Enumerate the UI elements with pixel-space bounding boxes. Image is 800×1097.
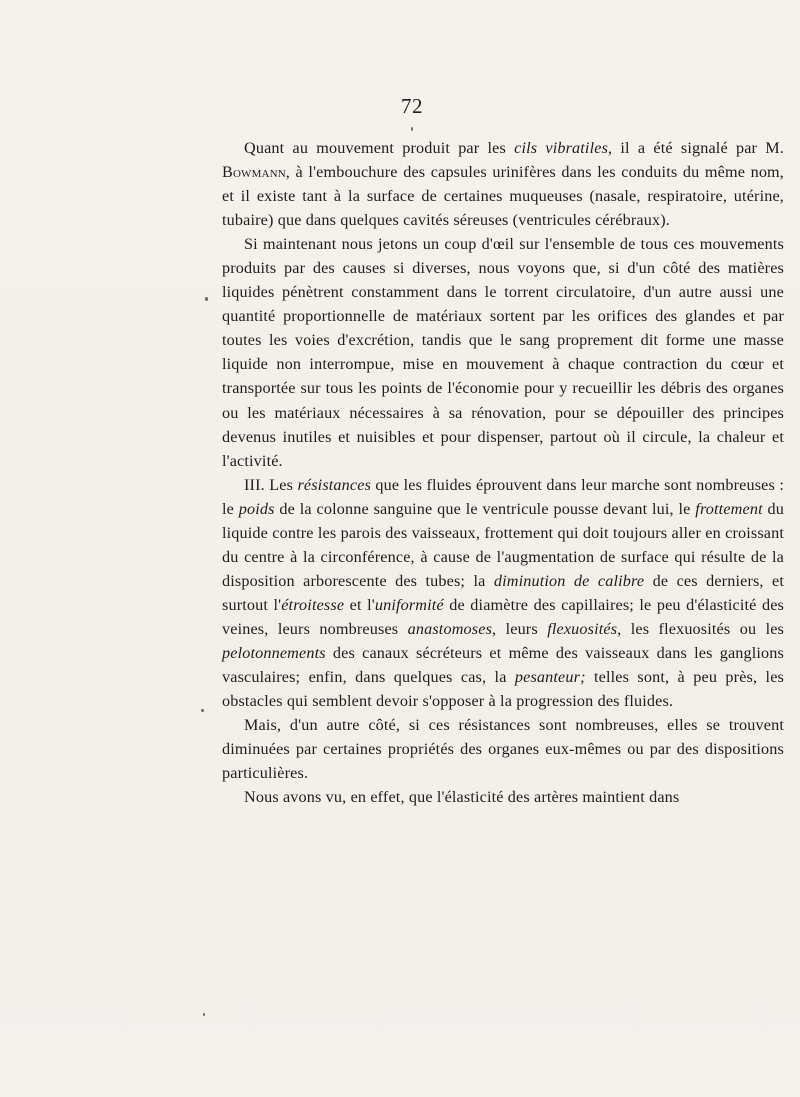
italic-term: uniformité <box>374 595 444 614</box>
italic-term: flexuosités <box>547 619 618 638</box>
text-run: , à l'embouchure des capsules urinifères dans les conduits du même nom, et il existe tant à la surface de certaines muqueuses (nasale, respiratoire, utérine, tubaire) que dans quelques cavités séreuses (ventricules cérébraux). <box>222 163 784 230</box>
italic-term: diminution de calibre <box>493 571 645 590</box>
paragraph <box>222 785 784 809</box>
italic-term: étroitesse <box>281 595 345 614</box>
text-run: du liquide contre les parois des vaisseaux, frottement qui doit toujours aller en croissant du centre à la circonférence, à cause de l'augmentation de surface qui résulte de la disposition arborescente des tubes; la <box>222 499 784 590</box>
italic-term: pesanteur; <box>514 668 586 687</box>
italic-term: pelotonnements <box>222 643 326 662</box>
text-run: Mais, d'un autre côté, si ces résistances sont nombreuses, elles se trouvent diminuées par certaines propriétés des organes eux-mêmes ou par des dispositions particulières. <box>222 716 784 783</box>
page-number: 72 <box>401 94 423 118</box>
author-name: Bowmann <box>222 163 286 182</box>
text-run: Quant au mouvement produit par les <box>244 139 515 157</box>
text-run: , il a été signalé par M. <box>608 139 784 157</box>
print-speck <box>411 127 413 131</box>
italic-term: poids <box>238 499 275 518</box>
text-run: de diamètre des capillaires; le peu d'élasticité des veines, leurs nombreuses <box>222 595 784 638</box>
text-run: , les flexuosités ou les <box>617 619 784 638</box>
text-run: Nous avons vu, en effet, que l'élasticité des artères maintient dans <box>244 788 680 807</box>
print-speck <box>201 709 204 712</box>
print-speck <box>205 297 208 301</box>
paragraph <box>222 136 784 232</box>
paragraph <box>222 473 784 713</box>
italic-term: frottement <box>695 499 763 518</box>
print-speck <box>203 1013 205 1016</box>
text-run: , leurs <box>492 619 548 638</box>
paragraph <box>222 232 784 472</box>
text-run: III. Les <box>244 475 298 494</box>
text-run: de la colonne sanguine que le ventricule pousse devant lui, le <box>274 499 696 518</box>
text-run: des canaux sécréteurs et même des vaisseaux dans les ganglions vasculaires; enfin, dans quelques cas, la <box>222 643 784 687</box>
text-run: de ces derniers, et surtout l' <box>222 571 785 614</box>
paragraph <box>222 713 784 785</box>
text-run: telles sont, à peu près, les obstacles qui semblent devoir s'opposer à la progression des fluides. <box>222 668 784 711</box>
italic-term: cils vibratiles <box>514 139 609 157</box>
italic-term: résistances <box>297 475 372 494</box>
text-run: Si maintenant nous jetons un coup d'œil sur l'ensemble de tous ces mouvements produits par des causes si diverses, nous voyons que, si d'un côté des matières liquides pénètrent constamment dans le torrent circulatoire, d'un autre aussi une quantité proportionnelle de matériaux sortent par les orifices des glandes et par toutes les voies d'excrétion, tandis que le sang proprement dit forme une masse liquide non interrompue, mise en mouvement à chaque contraction du cœur et transportée sur tous les points de l'économie pour y recueillir les débris des organes ou les matériaux nécessaires à sa rénovation, pour se dépouiller des principes devenus inutiles et nuisibles et pour dispenser, partout où il circule, la chaleur et l'activité. <box>222 235 784 470</box>
text-run: que les fluides éprouvent dans leur marche sont nombreuses : le <box>222 475 785 518</box>
text-run: et l' <box>344 595 375 614</box>
italic-term: anastomoses <box>407 619 493 638</box>
body-text <box>222 136 784 809</box>
